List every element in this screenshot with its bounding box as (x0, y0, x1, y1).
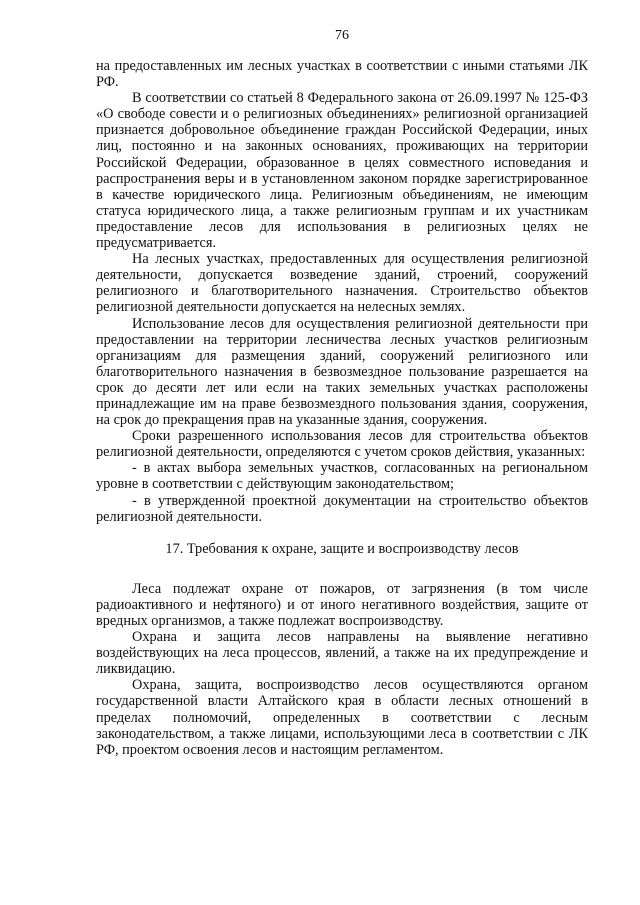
paragraph: Леса подлежат охране от пожаров, от загрязнения (в том числе радиоактивного и нефтяного) и от иного негативного воздействия, защите от вредных организмов, а также подлежат воспроизводству. (96, 580, 588, 629)
paragraph: Использование лесов для осуществления религиозной деятельности при предоставлении на территории лесничества лесных участков религиозным организациям для размещения зданий, сооружений религиозного или благотворительного назначения в безвозмездное пользование разрешается на срок до десяти лет или если на таких земельных участках расположены принадлежащие им на праве безвозмездного пользования здания, сооружения, на срок до прекращения прав на указанные здания, сооружения. (96, 315, 588, 429)
paragraph: В соответствии со статьей 8 Федерального закона от 26.09.1997 № 125-ФЗ «О свободе совести и о религиозных объединениях» религиозной организацией признается добровольное объединение граждан Российской Федерации, иных лиц, постоянно и на законных основаниях, проживающих на территории Российской Федерации, образованное в целях совместного исповедания и распространения веры и в установленном законом порядке зарегистрированное в качестве юридического лица. Религиозным объединениям, не имеющим статуса юридического лица, а также религиозным группам и их участникам предоставление лесов для использования в религиозных целях не предусматривается. (96, 90, 588, 252)
document-page (96, 28, 588, 758)
paragraph: Охрана, защита, воспроизводство лесов осуществляются органом государственной власти Алтайского края в области лесных отношений в пределах полномочий, определенных в соответствии с лесным законодательством, а также лицами, использующими леса в соответствии с ЛК РФ, проектом освоения лесов и настоящим регламентом. (96, 677, 588, 758)
paragraph: На лесных участках, предоставленных для осуществления религиозной деятельности, допускается возведение зданий, строений, сооружений религиозного и благотворительного назначения. Строительство объектов религиозной деятельности допускается на нелесных землях. (96, 251, 588, 316)
paragraph: на предоставленных им лесных участках в соответствии с иными статьями ЛК РФ. (96, 58, 588, 91)
body-bottom (96, 581, 588, 758)
list-item: - в утвержденной проектной документации на строительство объектов религиозной деятельности. (96, 492, 588, 525)
list-item: - в актах выбора земельных участков, согласованных на региональном уровне в соответствии с действующим законодательством; (96, 460, 588, 493)
section-heading: 17. Требования к охране, защите и воспроизводству лесов (165, 540, 519, 557)
paragraph: Охрана и защита лесов направлены на выявление негативно воздействующих на леса процессов, явлений, а также на их предупреждение и ликвидацию. (96, 629, 588, 678)
body-top (96, 58, 588, 525)
paragraph: Сроки разрешенного использования лесов для строительства объектов религиозной деятельности, определяются с учетом сроков действия, указанных: (96, 428, 588, 461)
page-number: 76 (335, 28, 349, 43)
